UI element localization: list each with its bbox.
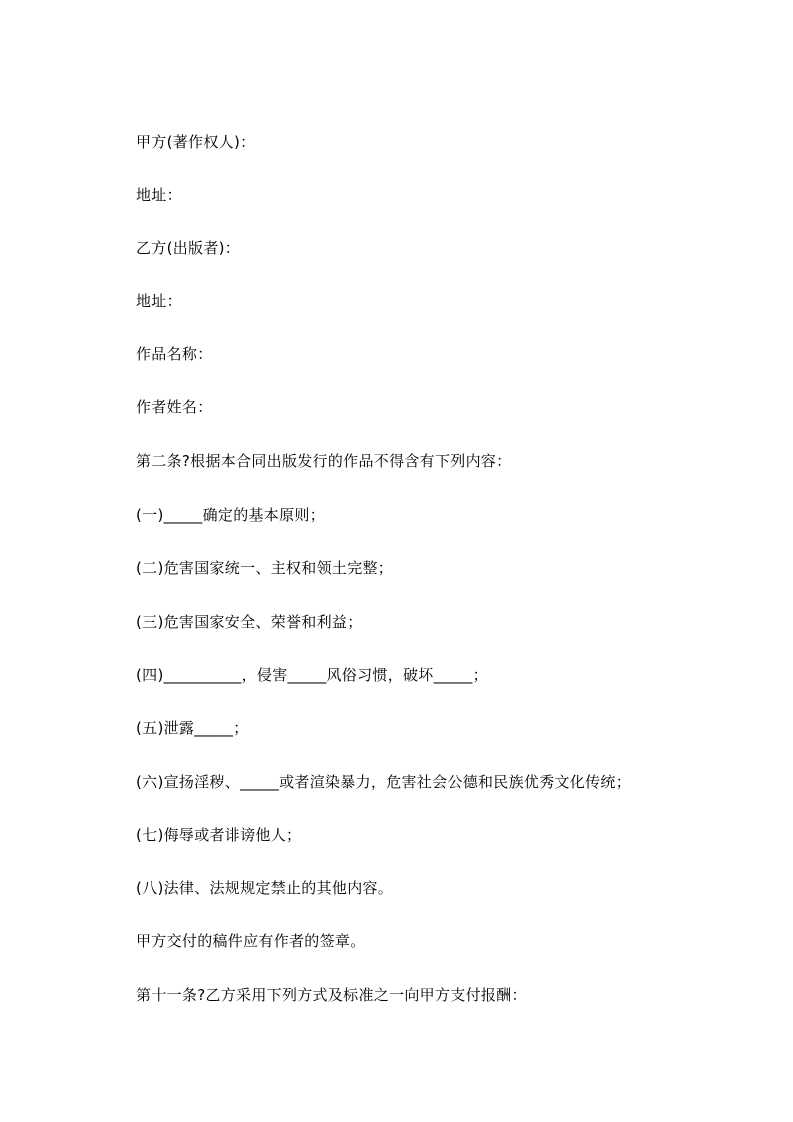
party-b-address-label: 地址：: [136, 292, 182, 310]
party-b-label: 乙方(出版者)：: [136, 239, 241, 257]
clause-item-8: (八)法律、法规规定禁止的其他内容。: [136, 879, 394, 897]
signature-note: 甲方交付的稿件应有作者的签章。: [136, 932, 366, 950]
party-a-address-label: 地址：: [136, 186, 182, 204]
author-name-label: 作者姓名：: [136, 398, 213, 416]
party-a-label: 甲方(著作权人)：: [136, 133, 256, 151]
work-title-label: 作品名称：: [136, 345, 213, 363]
clause-item-2: (二)危害国家统一、主权和领土完整；: [136, 559, 394, 577]
article-2-heading: 第二条?根据本合同出版发行的作品不得含有下列内容：: [136, 452, 512, 470]
article-11-heading: 第十一条?乙方采用下列方式及标准之一向甲方支付报酬：: [136, 986, 527, 1004]
clause-item-1: (一)_____确定的基本原则；: [136, 506, 326, 524]
clause-item-7: (七)侮辱或者诽谤他人；: [136, 826, 302, 844]
clause-item-5: (五)泄露_____；: [136, 719, 249, 737]
clause-item-4: (四)__________，侵害_____风俗习惯，破坏_____；: [136, 666, 488, 684]
clause-item-6: (六)宣扬淫秽、_____或者渲染暴力，危害社会公德和民族优秀文化传统；: [136, 773, 632, 791]
clause-item-3: (三)危害国家安全、荣誉和利益；: [136, 613, 363, 631]
